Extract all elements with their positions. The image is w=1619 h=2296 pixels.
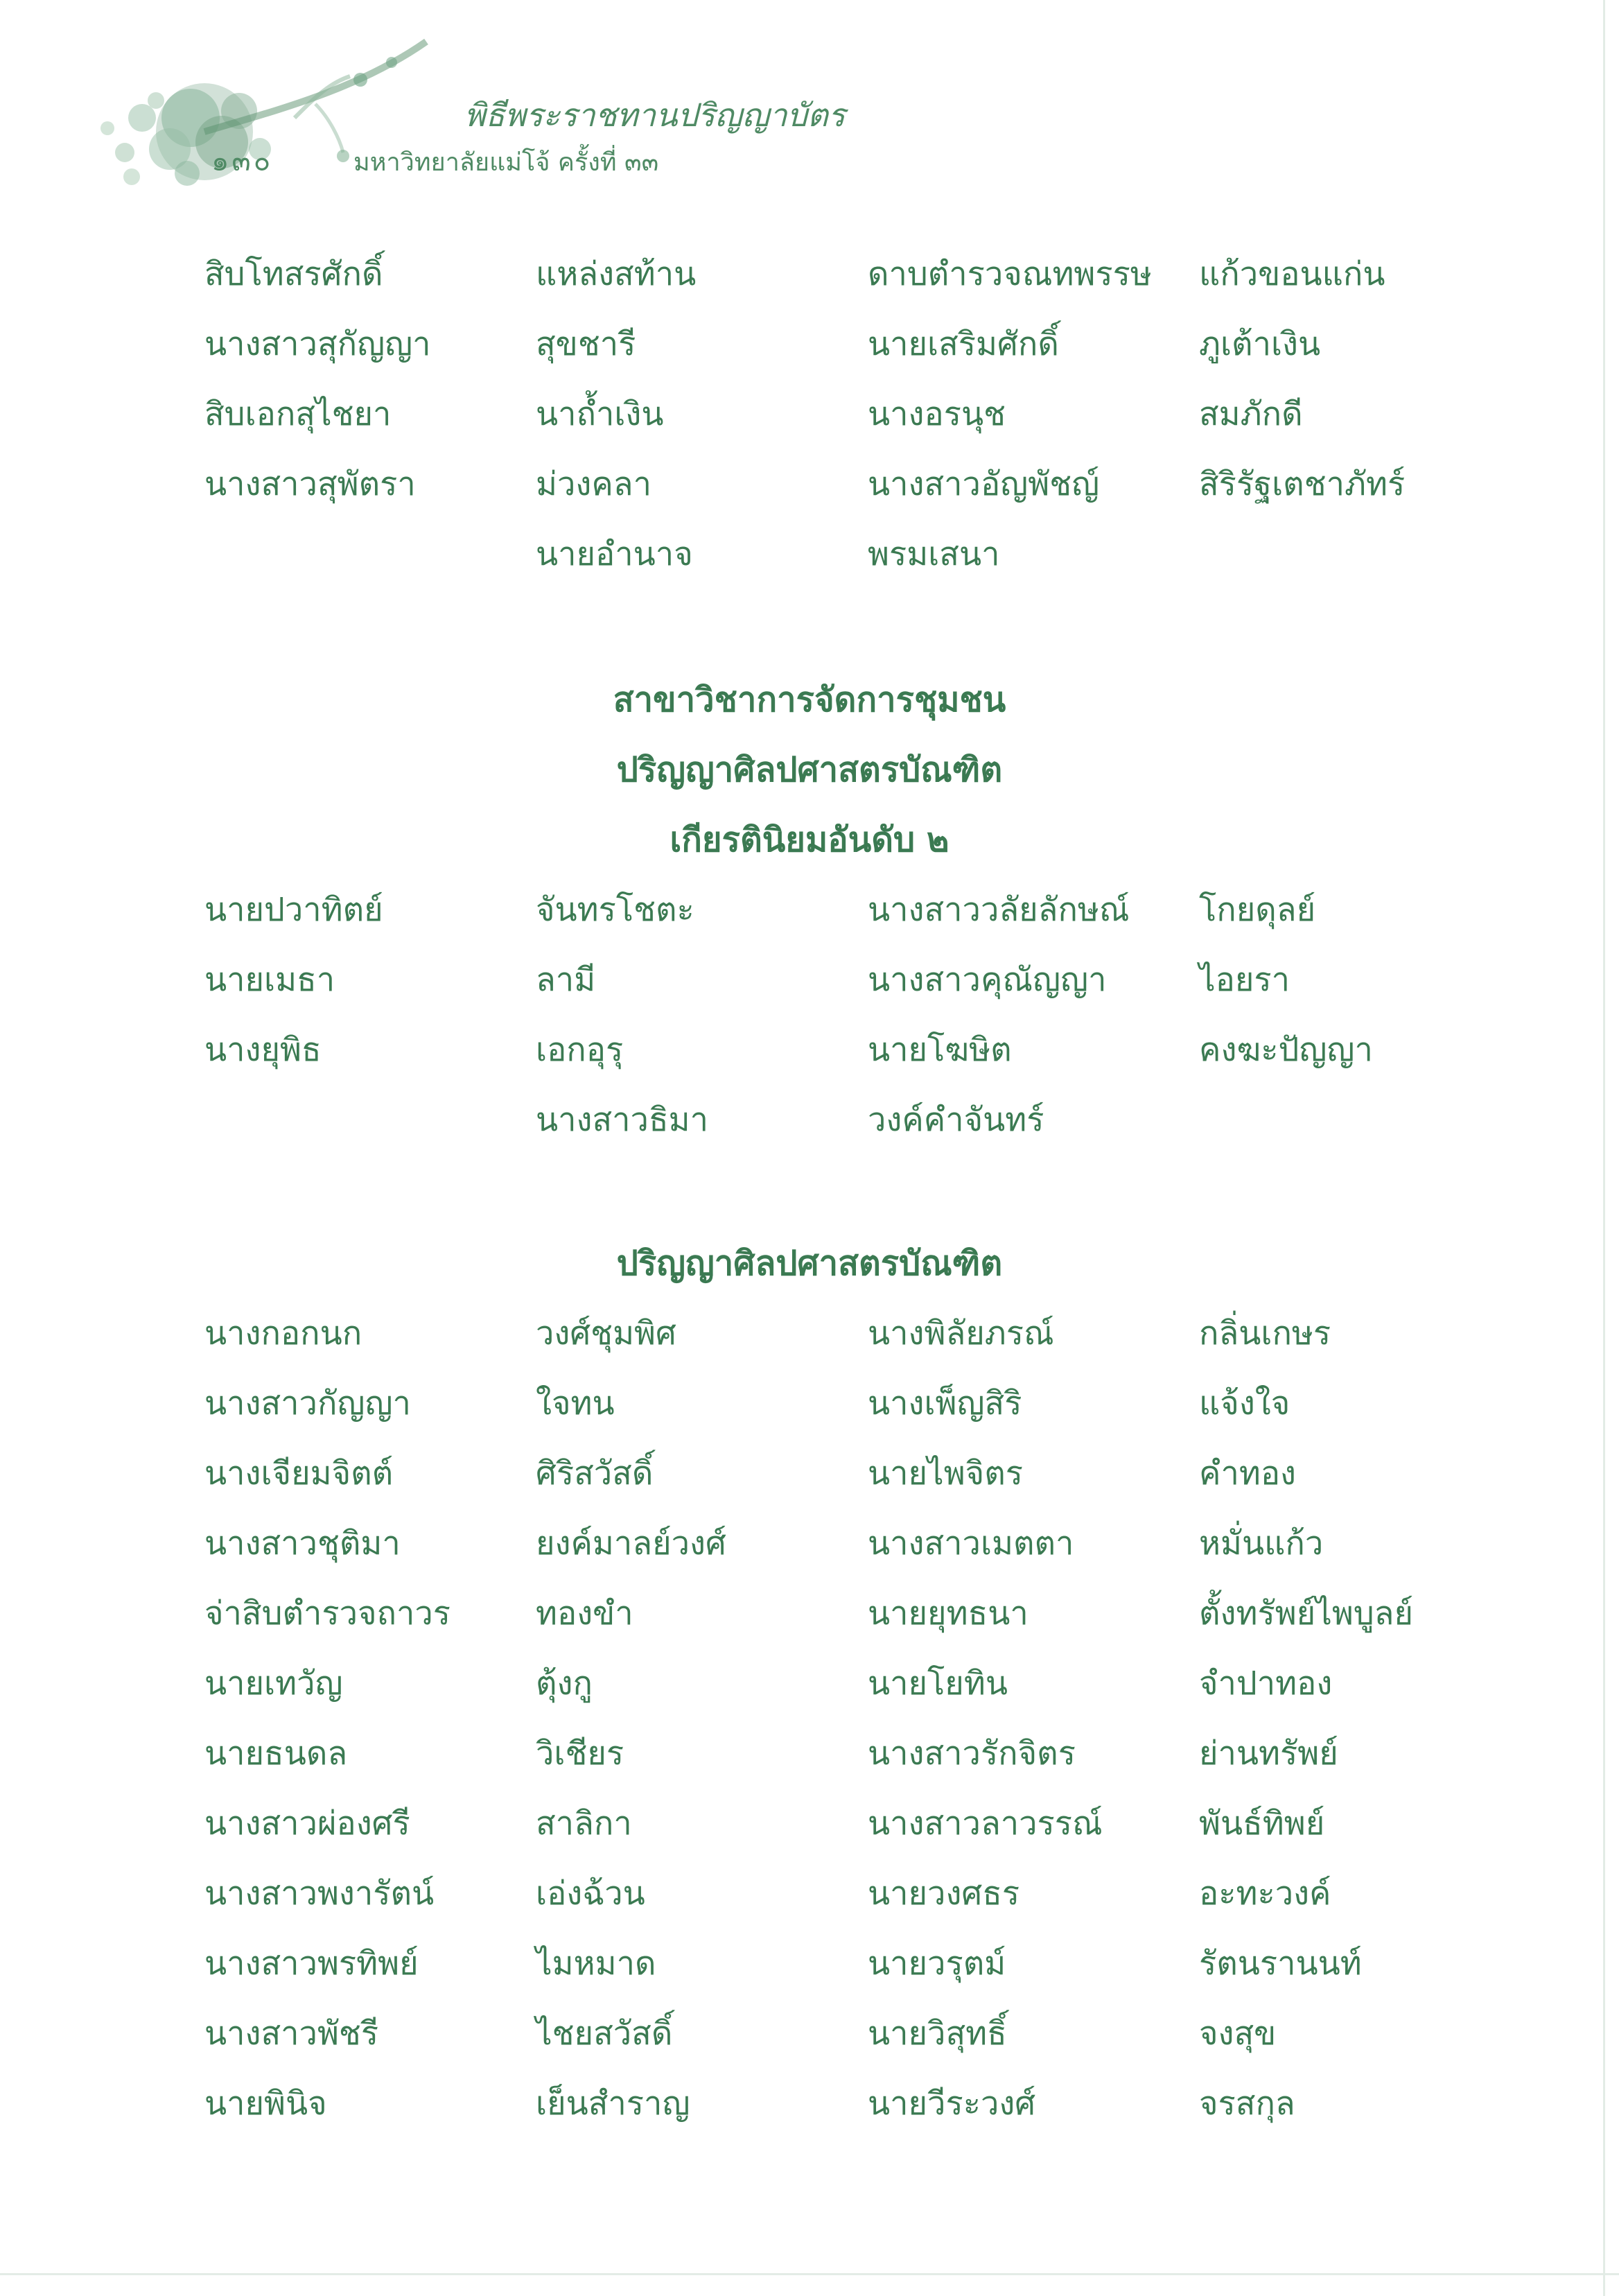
graduate-name: นายเมธา xyxy=(204,961,335,999)
graduate-name: นายวิสุทธิ์ xyxy=(868,2015,1007,2053)
graduate-name: นางสาวพงารัตน์ xyxy=(204,1875,435,1913)
graduate-name: นายธนดล xyxy=(204,1734,348,1773)
graduate-surname: สมภักดี xyxy=(1199,395,1303,433)
graduate-surname: วงศ์ชุมพิศ xyxy=(536,1314,676,1353)
graduate-surname: ม่วงคลา xyxy=(536,465,651,503)
graduate-name: นางสาวรักจิตร xyxy=(868,1734,1076,1773)
table-row xyxy=(204,1593,1452,1663)
graduate-name: นางสาวกัญญา xyxy=(204,1384,411,1423)
graduate-surname: จงสุข xyxy=(1199,2015,1277,2053)
degree-heading-2: ปริญญาศิลปศาสตรบัณฑิต xyxy=(616,1244,1003,1283)
table-row xyxy=(204,1099,1452,1169)
honors-name-list xyxy=(204,889,1452,1169)
graduate-name: สิบเอกสุไชยา xyxy=(204,395,392,433)
table-row xyxy=(204,1733,1452,1803)
table-row xyxy=(204,1873,1452,1943)
graduate-surname: วงค์คำจันทร์ xyxy=(868,1101,1044,1139)
table-row xyxy=(204,324,1452,394)
graduate-name: จ่าสิบตำรวจถาวร xyxy=(204,1594,451,1633)
graduate-surname: คงฆะปัญญา xyxy=(1199,1031,1373,1069)
graduate-surname: สิริรัฐเตชาภัทร์ xyxy=(1199,465,1406,503)
graduate-surname: ตุ้งกู xyxy=(536,1664,593,1703)
table-row xyxy=(204,1803,1452,1873)
graduate-surname: นาถ้ำเงิน xyxy=(536,395,664,433)
graduate-surname: หมั่นแก้ว xyxy=(1199,1524,1324,1563)
graduate-name: นางสาวสุกัญญา xyxy=(204,325,431,363)
graduate-surname: แก้วขอนแก่น xyxy=(1199,255,1385,293)
graduate-surname: ภูเต้าเงิน xyxy=(1199,325,1321,363)
table-row xyxy=(204,959,1452,1029)
graduate-surname: แจ้งใจ xyxy=(1199,1384,1290,1423)
graduate-name: นางยุพิธ xyxy=(204,1031,322,1069)
graduate-surname: เอกอุรุ xyxy=(536,1031,624,1069)
table-row xyxy=(204,1029,1452,1099)
graduate-name: นายพินิจ xyxy=(204,2085,327,2123)
graduate-name: นางสาวผ่องศรี xyxy=(204,1804,410,1843)
table-row xyxy=(204,889,1452,959)
graduate-surname: วิเชียร xyxy=(536,1734,624,1773)
graduate-surname: พันธ์ทิพย์ xyxy=(1199,1804,1325,1843)
table-row xyxy=(204,1453,1452,1523)
university-edition: มหาวิทยาลัยแม่โจ้ ครั้งที่ ๓๓ xyxy=(353,148,659,177)
graduate-surname: จันทรโชตะ xyxy=(536,891,694,929)
degree-name-list xyxy=(204,1313,1452,2153)
honors-heading: เกียรตินิยมอันดับ ๒ xyxy=(670,820,949,860)
graduate-name: นายวีระวงศ์ xyxy=(868,2085,1036,2123)
graduate-name: นางสาวพัชรี xyxy=(204,2015,379,2053)
graduate-surname: เอ่งฉ้วน xyxy=(536,1875,645,1913)
graduate-name: นางสาวลาวรรณ์ xyxy=(868,1804,1103,1843)
table-row xyxy=(204,394,1452,464)
graduate-name: นางพิลัยภรณ์ xyxy=(868,1314,1054,1353)
graduate-surname: ไอยรา xyxy=(1199,961,1290,999)
table-row xyxy=(204,464,1452,534)
graduate-surname: สุขชารี xyxy=(536,325,636,363)
graduate-surname: จรสกุล xyxy=(1199,2085,1295,2123)
graduate-surname: จำปาทอง xyxy=(1199,1664,1333,1703)
page-header xyxy=(66,35,898,201)
table-row xyxy=(204,1523,1452,1593)
graduate-name: นางสาวเมตตา xyxy=(868,1524,1074,1563)
graduate-surname: ลามี xyxy=(536,961,596,999)
graduate-name: นางสาวชุติมา xyxy=(204,1524,401,1563)
graduate-name: นายโฆษิต xyxy=(868,1031,1012,1069)
graduate-name: นายวงศธร xyxy=(868,1875,1020,1913)
graduate-surname: เย็นสำราญ xyxy=(536,2085,690,2123)
graduate-surname: ย่านทรัพย์ xyxy=(1199,1734,1338,1773)
graduate-surname: โกยดุลย์ xyxy=(1199,891,1316,929)
graduate-surname: สาลิกา xyxy=(536,1804,632,1843)
graduate-name: นางสาวอัญพัชญ์ xyxy=(868,465,1100,503)
graduate-name: นางสาวพรทิพย์ xyxy=(204,1945,419,1983)
graduate-surname: คำทอง xyxy=(1199,1454,1296,1493)
table-row xyxy=(204,1663,1452,1733)
graduate-name: นายปวาทิตย์ xyxy=(204,891,383,929)
table-row xyxy=(204,1943,1452,2013)
graduate-surname: อะทะวงค์ xyxy=(1199,1875,1331,1913)
graduate-name: นายไพจิตร xyxy=(868,1454,1023,1493)
graduate-name: นางสาวสุพัตรา xyxy=(204,465,416,503)
graduate-surname: ไชยสวัสดิ์ xyxy=(536,2015,673,2053)
graduate-name: นางกอกนก xyxy=(204,1314,362,1353)
graduate-name: นางอรนุช xyxy=(868,395,1006,433)
table-row xyxy=(204,2083,1452,2153)
table-row xyxy=(204,2013,1452,2083)
graduate-surname: รัตนรานนท์ xyxy=(1199,1945,1362,1983)
graduate-name: นางสาวธิมา xyxy=(536,1101,708,1139)
graduate-surname: ไมหมาด xyxy=(536,1945,656,1983)
page-number: ๑๓๐ xyxy=(211,146,274,177)
graduate-name: นายอำนาจ xyxy=(536,535,693,573)
name-list-continued xyxy=(204,254,1452,604)
graduate-name: นางสาวคุณัญญา xyxy=(868,961,1107,999)
graduate-surname: ตั้งทรัพย์ไพบูลย์ xyxy=(1199,1594,1414,1633)
graduate-name: นางเพ็ญสิริ xyxy=(868,1384,1022,1423)
graduate-surname: ใจทน xyxy=(536,1384,615,1423)
graduate-surname: ศิริสวัสดิ์ xyxy=(536,1454,654,1493)
graduate-name: สิบโทสรศักดิ์ xyxy=(204,255,383,293)
page-edge-right xyxy=(1603,0,1605,2296)
graduate-surname: พรมเสนา xyxy=(868,535,1000,573)
graduate-surname: ยงค์มาลย์วงศ์ xyxy=(536,1524,726,1563)
table-row xyxy=(204,254,1452,324)
ceremony-title: พิธีพระราชทานปริญญาบัตร xyxy=(464,96,846,134)
graduate-name: นางสาววลัยลักษณ์ xyxy=(868,891,1130,929)
graduate-name: ดาบตำรวจณทพรรษ xyxy=(868,255,1152,293)
graduate-name: นายยุทธนา xyxy=(868,1594,1029,1633)
graduate-name: นายเสริมศักดิ์ xyxy=(868,325,1059,363)
department-heading: สาขาวิชาการจัดการชุมชน xyxy=(613,680,1006,720)
graduate-name: นายเทวัญ xyxy=(204,1664,343,1703)
degree-heading: ปริญญาศิลปศาสตรบัณฑิต xyxy=(616,750,1003,790)
graduate-surname: แหล่งสท้าน xyxy=(536,255,697,293)
table-row xyxy=(204,1383,1452,1453)
page-edge-bottom xyxy=(0,2273,1619,2275)
graduate-name: นางเจียมจิตต์ xyxy=(204,1454,394,1493)
graduate-name: นายโยทิน xyxy=(868,1664,1008,1703)
graduate-surname: ทองขำ xyxy=(536,1594,633,1633)
graduate-name: นายวรุตม์ xyxy=(868,1945,1006,1983)
table-row xyxy=(204,534,1452,604)
graduate-surname: กลิ่นเกษร xyxy=(1199,1314,1331,1353)
table-row xyxy=(204,1313,1452,1383)
